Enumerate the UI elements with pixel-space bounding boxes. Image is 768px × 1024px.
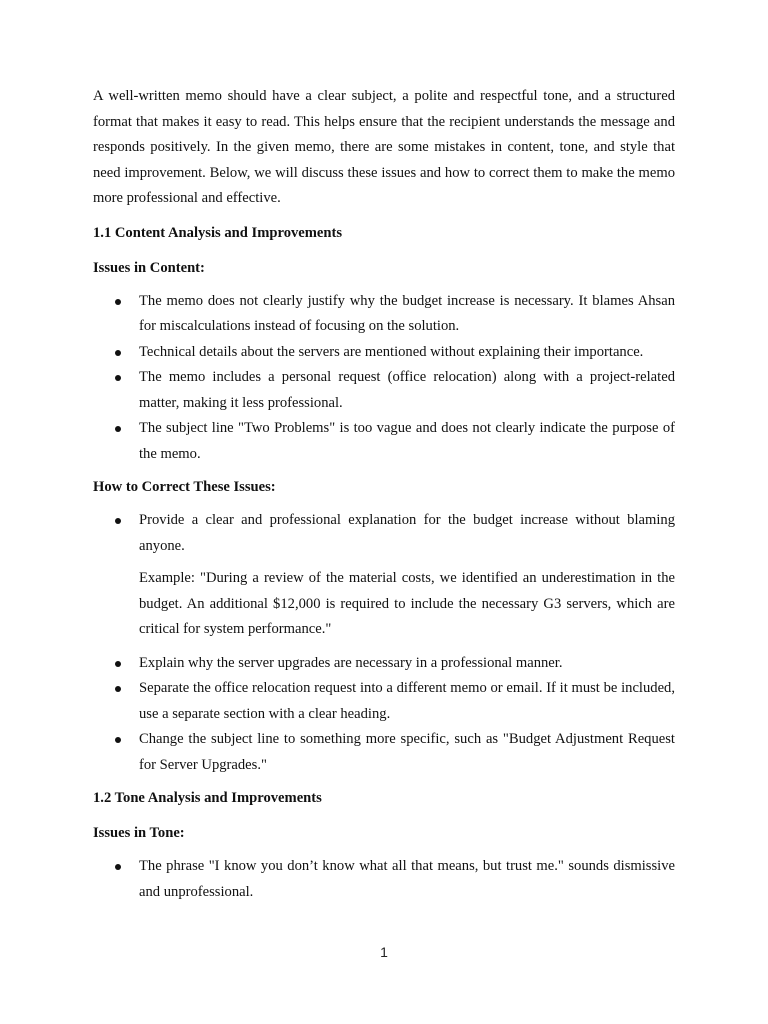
correction-list-first (93, 508, 675, 559)
list-item-text: Change the subject line to something more specific, such as "Budget Adjustment Request for Server Upgrades." (139, 731, 675, 773)
example-paragraph: Example: "During a review of the material costs, we identified an underestimation in the budget. An additional $12,000 is required to include the necessary G3 servers, which are critical for system performance." (139, 570, 675, 637)
section-heading-tone: 1.2 Tone Analysis and Improvements (93, 790, 322, 806)
list-item-text: Separate the office relocation request into a different memo or email. If it must be included, use a separate section with a clear heading. (139, 680, 675, 722)
list-item (93, 854, 675, 905)
list-item-text: The memo does not clearly justify why the budget increase is necessary. It blames Ahsan for miscalculations instead of focusing on the solution. (139, 292, 675, 334)
list-item-text: The memo includes a personal request (office relocation) along with a project-related matter, making it less professional. (139, 369, 675, 411)
bullet-icon (115, 299, 121, 305)
list-item-text: Provide a clear and professional explanation for the budget increase without blaming anyone. (139, 512, 675, 554)
list-item-text: Technical details about the servers are mentioned without explaining their importance. (139, 343, 644, 360)
content-issues-list (93, 289, 675, 468)
subheading-issues-in-tone: Issues in Tone: (93, 825, 185, 841)
list-item-text: Explain why the server upgrades are necessary in a professional manner. (139, 654, 563, 671)
intro-paragraph: A well-written memo should have a clear subject, a polite and respectful tone, and a structured format that makes it easy to read. This helps ensure that the recipient understands the message and responds positively. In the given memo, there are some mistakes in content, tone, and style that need improvement. Below, we will discuss these issues and how to correct them to make the memo more professional and effective. (93, 88, 675, 206)
document-page (93, 84, 675, 905)
bullet-icon (115, 686, 121, 692)
bullet-icon (115, 350, 121, 356)
page-number: 1 (380, 944, 388, 960)
correction-list-rest (93, 651, 675, 779)
bullet-icon (115, 375, 121, 381)
list-item-text: The subject line "Two Problems" is too vague and does not clearly indicate the purpose of the memo. (139, 420, 675, 462)
bullet-icon (115, 737, 121, 743)
list-item (93, 289, 675, 340)
list-item (93, 416, 675, 467)
subheading-how-to-correct: How to Correct These Issues: (93, 479, 276, 495)
list-item (93, 727, 675, 778)
bullet-icon (115, 864, 121, 870)
subheading-issues-in-content: Issues in Content: (93, 259, 205, 276)
section-heading-content: 1.1 Content Analysis and Improvements (93, 224, 343, 241)
bullet-icon (115, 661, 121, 667)
list-item (93, 365, 675, 416)
list-item (93, 508, 675, 559)
list-item (93, 651, 675, 677)
list-item (93, 676, 675, 727)
list-item (93, 340, 675, 366)
list-item-text: The phrase "I know you don’t know what all that means, but trust me." sounds dismissive and unprofessional. (139, 858, 675, 900)
bullet-icon (115, 426, 121, 432)
bullet-icon (115, 518, 121, 524)
tone-issues-list (93, 854, 675, 905)
